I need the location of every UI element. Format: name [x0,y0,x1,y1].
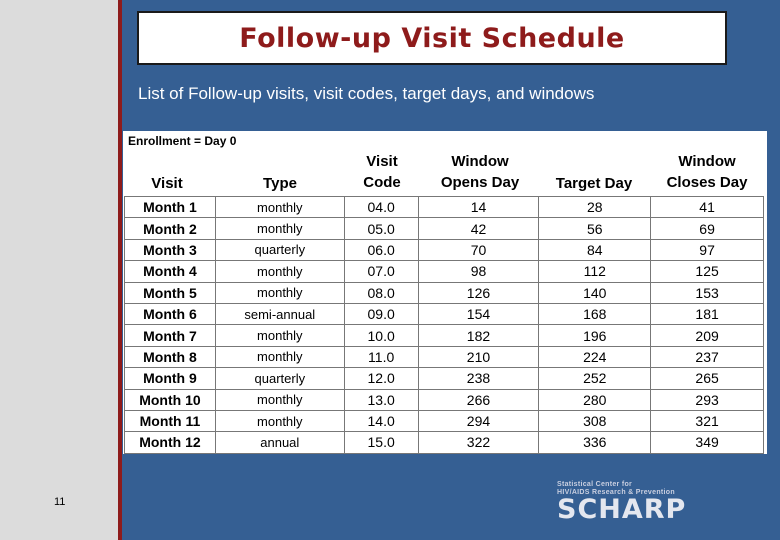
header-visit-code: Visit Code [363,153,401,191]
logo-line-2: HIV/AIDS Research & Prevention [557,489,675,496]
cell-closes: 293 [651,389,764,410]
table-row [125,410,764,431]
table-row [125,368,764,389]
cell-visit: Month 6 [125,303,216,324]
table-row [125,325,764,346]
cell-type: monthly [215,197,344,218]
header-window-closes: Window Closes Day [666,153,748,191]
cell-type: annual [215,432,344,453]
cell-target: 84 [539,239,651,260]
schedule-table-body [125,197,764,454]
cell-visit: Month 5 [125,282,216,303]
cell-code: 05.0 [344,218,418,239]
header-target-day: Target Day [555,175,633,192]
cell-closes: 97 [651,239,764,260]
schedule-table [124,196,764,454]
cell-target: 308 [539,410,651,431]
cell-target: 140 [539,282,651,303]
cell-visit: Month 4 [125,261,216,282]
cell-closes: 125 [651,261,764,282]
cell-closes: 321 [651,410,764,431]
cell-code: 14.0 [344,410,418,431]
table-row [125,432,764,453]
cell-opens: 182 [418,325,539,346]
table-row [125,239,764,260]
cell-visit: Month 8 [125,346,216,367]
cell-type: monthly [215,325,344,346]
cell-target: 112 [539,261,651,282]
cell-opens: 322 [418,432,539,453]
logo-line-1: Statistical Center for [557,481,633,488]
cell-type: monthly [215,282,344,303]
cell-visit: Month 3 [125,239,216,260]
slide-subtitle: List of Follow-up visits, visit codes, target days, and windows [138,84,595,103]
logo-wordmark: SCHARP [557,494,687,525]
cell-code: 06.0 [344,239,418,260]
cell-closes: 265 [651,368,764,389]
cell-visit: Month 1 [125,197,216,218]
page-number: 11 [54,496,66,508]
cell-code: 12.0 [344,368,418,389]
cell-opens: 238 [418,368,539,389]
cell-opens: 14 [418,197,539,218]
cell-type: monthly [215,261,344,282]
table-row [125,303,764,324]
cell-closes: 41 [651,197,764,218]
cell-type: semi-annual [215,303,344,324]
cell-target: 280 [539,389,651,410]
table-row [125,346,764,367]
cell-opens: 154 [418,303,539,324]
cell-code: 13.0 [344,389,418,410]
cell-type: monthly [215,410,344,431]
cell-opens: 98 [418,261,539,282]
cell-code: 07.0 [344,261,418,282]
cell-closes: 237 [651,346,764,367]
cell-closes: 209 [651,325,764,346]
cell-type: monthly [215,218,344,239]
cell-opens: 294 [418,410,539,431]
header-window-opens: Window Opens Day [440,153,520,191]
cell-opens: 42 [418,218,539,239]
cell-code: 04.0 [344,197,418,218]
cell-visit: Month 11 [125,410,216,431]
title-box [137,11,727,65]
cell-visit: Month 2 [125,218,216,239]
table-row [125,197,764,218]
scharp-logo [557,481,747,523]
cell-target: 336 [539,432,651,453]
header-type: Type [263,175,297,192]
cell-target: 28 [539,197,651,218]
cell-visit: Month 9 [125,368,216,389]
table-row [125,218,764,239]
cell-target: 168 [539,303,651,324]
table-row [125,282,764,303]
cell-closes: 69 [651,218,764,239]
cell-code: 15.0 [344,432,418,453]
cell-code: 08.0 [344,282,418,303]
table-row [125,261,764,282]
schedule-table-panel [123,131,767,454]
table-row [125,389,764,410]
cell-visit: Month 12 [125,432,216,453]
cell-type: quarterly [215,368,344,389]
cell-opens: 210 [418,346,539,367]
cell-target: 224 [539,346,651,367]
cell-visit: Month 10 [125,389,216,410]
cell-type: monthly [215,389,344,410]
cell-visit: Month 7 [125,325,216,346]
header-visit: Visit [151,175,183,192]
cell-type: monthly [215,346,344,367]
cell-code: 10.0 [344,325,418,346]
cell-target: 252 [539,368,651,389]
cell-opens: 126 [418,282,539,303]
slide-title: Follow-up Visit Schedule [239,22,625,54]
cell-code: 09.0 [344,303,418,324]
cell-closes: 153 [651,282,764,303]
cell-type: quarterly [215,239,344,260]
cell-target: 56 [539,218,651,239]
left-margin [0,0,118,540]
cell-code: 11.0 [344,346,418,367]
table-caption: Enrollment = Day 0 [128,134,237,148]
cell-opens: 266 [418,389,539,410]
cell-opens: 70 [418,239,539,260]
cell-closes: 349 [651,432,764,453]
cell-closes: 181 [651,303,764,324]
cell-target: 196 [539,325,651,346]
